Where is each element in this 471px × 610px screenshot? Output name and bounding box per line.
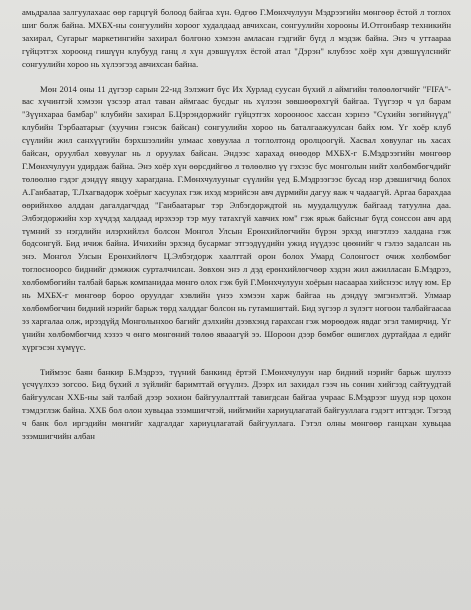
paragraph-1: амьдралаа залгуулахаас өөр гарцгүй болоод байгаа хүн. Өдгөө Г.Мөнхчулуун Мэдрээгийн мөнгөөр ёстой л тоглох шиг болж байна. МХБХ-ны сонгуулийн хороог худалдаад авчихсан, сонгуулийн хорооны И.Отгонбаяр техникийн захирал, Сугарыг маркетингийн захирал болгоно хэмээн амласан гэдгийг бүгд л мэдэж байна. Энэ ч уттаараа гүйцэтгэх хороонд гишүүн клубууд ганц л хүн дэвшүүлэх ёстой атал "Дэрэн" клубээс хоёр хүн дэвшүүлснийг сонгуулийн хороо нь хүлээгээд авчихсан байна.: [22, 7, 451, 69]
paragraph-gap: [22, 354, 451, 366]
paragraph-3: Тиймээс баян банкир Б.Мэдрээ, түүний банкинд ёртэй Г.Мөнхчулуун нар бидний нэрийг барьж шулэзэ үсчүүлхээ зогсоо. Бид бүхий л зүйлийг баримттай өгүүлнэ. Дээрх ил захидал гэзч нь сонин хийгээд сайтуудтай байгуулсан ХХБ-ны зай талбай дээр эохион байгуулалттай тавигдсан байгаа учраас Б.Мэдрээг шууд нэр цохон тэмдэглэж байна. ХХБ бол олон хувьцаа эзэмшигчтэй, нийгмийн хариуцлагатай байгууллага гэдэгт итгэдэг. Тэгээд ч банк бол иргэдийн мөнгийг хадгалдаг хариуцлагатай байгууллага. Гэтэл олны мөнгөөр ганцхан хувьцаа эзэмшигчийн албан: [22, 366, 451, 442]
paragraph-2: Мөн 2014 оны 11 дүгээр сарын 22-нд Зэлэжит бүс Их Хурлад суусан бүхий л аймгийн төлөөлөгчийг "FIFA"-вас хүчинтэй хэмээн үзсээр атал таван аймгаас бусдыг нь хүлээн зөвшөөрөхгүй байгаа. Түүгээр ч үл барам "Зүүнхараа бамбар" клубийн захирал Б.Цэрэндоржийг гүйцэтгэх хорооноос хассан хэрнээ "Сүхийн зөгийнүүд" клубийн Тэрбаатарыг (хуучин гэнсэк байсан) сонгуулийн хороо нь баталгаажуулсан байх юм. Үг хоёр клуб сүүлийн жил санхүүгийн бэрхшээлийн улмаас хөвуулаа л тоглолтонд оролцоогүй. Хасвал хөвуулаг нь хасах байсан, оруулбал хөвуулаг нь л оруулах байсан. Эндээс харахад өнөөдөр МХБХ-г Б.Мэдрээгийн мөнгөөр Г.Мөнхчулуун удирдаж байна. Энэ хоёр хүн өөрсдийгөө л төлөөлнө үү гэхээс бус монголын нийт хөлбөмбөгчдийг төлөөлнө гэдэг дэндүү явцуу харагдана. Г.Мөнхчулууныг сүүлийн үед Б.Мэдрээгээс бусад нэр дэвшигчид болох А.Ганбаатар, Т.Лхагвадорж хоёрыг хасуулах гэж ихэд мэрийсэн авч дүрмийн дагуу яаж ч чадаагүй. Аргаа барахдаа өөрийнхөө алддан дагалдагчдад "Ганбаатарыг тэр Элбэгдорждтой нь муудалцуулж байгаад татуулна даа. Элбэгдоржийн хэр хүчдэд халдаад ирэхээр тэр муу татахгүй хавчих юм" гэж ярьж байсныг бүгд сонссон авч ард түмний зэ нэгдлийн илэрхийлэл болсон Монгол Улсын Ерөнхийлөгчийн бүрэн эрхэд ингэтлээ халдана гэж бодсонгүй. Бид ичиж байна. Ичихийн эрхэнд бусармаг этгээдүүдийн ужид нүүдээс цөөнийг ч гэлээ задалсан нь энэ. Монгол Улсын Ерөнхийлөгч Ц.Элбэгдорж хаалттай орон болох Умард Солонгост очиж хөлбөмбөг тоглосноорсо биднийг дэмжиж сурталчилсан. Зөвхөн энэ л дэд ерөнхийлөгчөөр хэдэн жил ажиллаcан Б.Мэдрээ, хөлбөмбөгийн талбай барьж компанидаа мөнгө олох гэж буй Г.Мөнхчулуун хоёрын насаараа хийснээс илүү юм. Ер нь МХБХ-г мөнгөөр бороо оруулдаг хэвлийн үнээ хэмээн харж байгаа нь дэндүү эмгэнэлтэй. Улмаар хөлбөмбөгчин бидний нэрийг барьж төрд халддаг болсон нь гутамшигтай. Бид зүгээр л зүлэгт ногоон талбайгаасаа эз харгалаа олж, ирээдүйд Монголынхоо багийг дэлхийн дээвхэнд гарахсан гэж мөрөөдөж явдаг эгэл тамирчид. Үг үнийн хөлбөмбөгчид хэзээ ч өнгө мөнгөний төлөө явааагүй ээ. Шороон дээр бөмбөг өшиглөх дуртайдаа л едийг хүргэсэн хүмүүс.: [22, 83, 451, 352]
paragraph-gap: [22, 71, 451, 83]
